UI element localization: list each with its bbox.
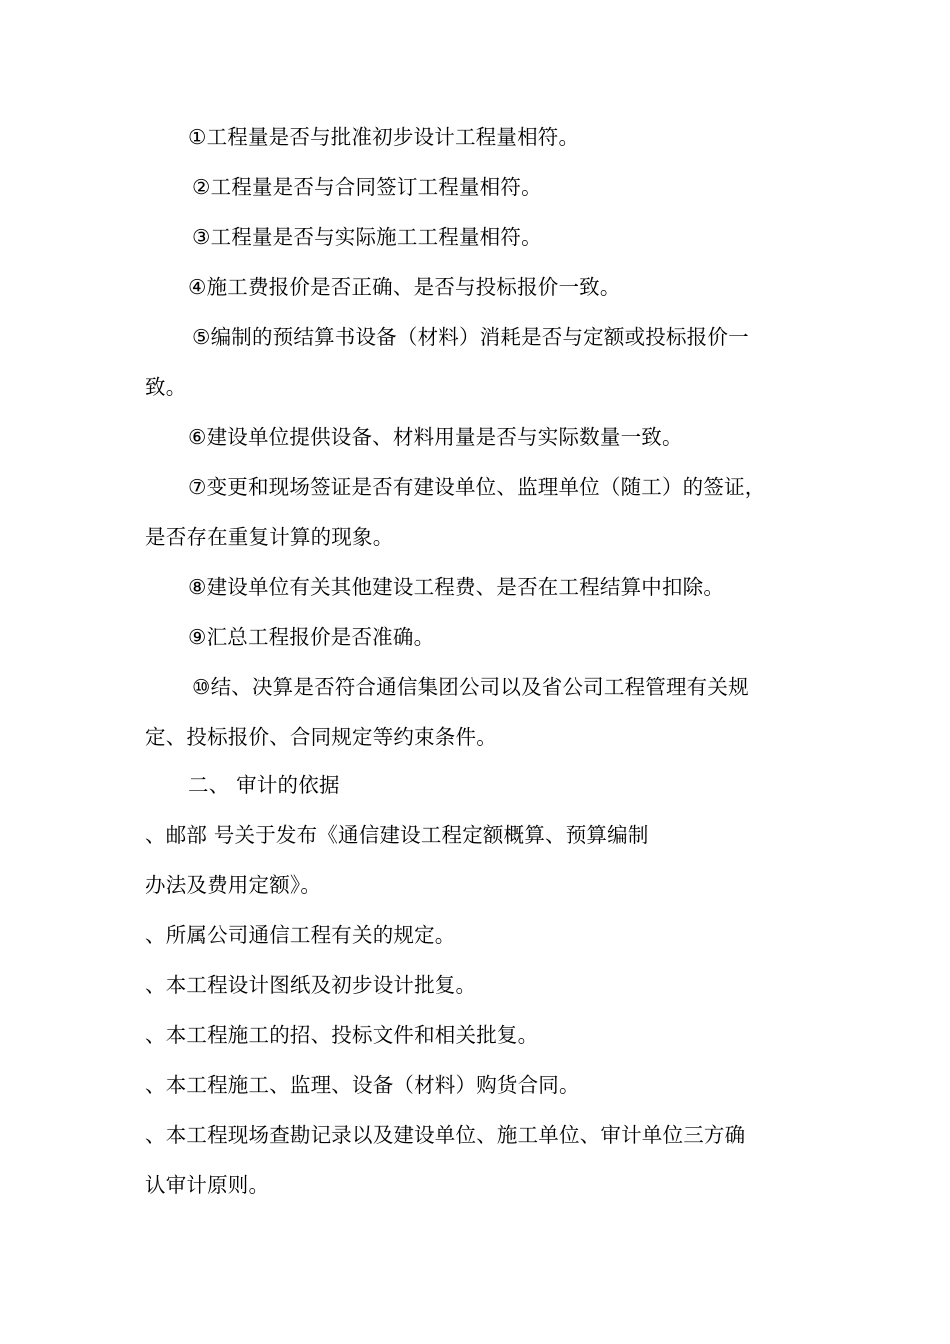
audit-item-10: ⑩结、决算是否符合通信集团公司以及省公司工程管理有关规 [192, 675, 749, 699]
audit-item-3: ③工程量是否与实际施工工程量相符。 [192, 225, 542, 249]
basis-item-2: 、所属公司通信工程有关的规定。 [145, 923, 456, 947]
audit-item-5: ⑤编制的预结算书设备（材料）消耗是否与定额或投标报价一 [192, 325, 749, 349]
audit-item-6: ⑥建设单位提供设备、材料用量是否与实际数量一致。 [188, 425, 683, 449]
audit-item-8: ⑧建设单位有关其他建设工程费、是否在工程结算中扣除。 [188, 575, 725, 599]
section-heading: 二、 审计的依据 [188, 773, 340, 797]
audit-item-7-continued: 是否存在重复计算的现象。 [145, 525, 394, 549]
audit-item-10-continued: 定、投标报价、合同规定等约束条件。 [145, 725, 497, 749]
audit-item-1: ①工程量是否与批准初步设计工程量相符。 [188, 125, 580, 149]
basis-item-6-continued: 认审计原则。 [145, 1173, 270, 1197]
audit-item-4: ④施工费报价是否正确、是否与投标报价一致。 [188, 275, 621, 299]
basis-item-5: 、本工程施工、监理、设备（材料）购货合同。 [145, 1073, 580, 1097]
basis-item-1: 、邮部 号关于发布《通信建设工程定额概算、预算编制 [145, 823, 649, 847]
basis-item-6: 、本工程现场查勘记录以及建设单位、施工单位、审计单位三方确 [145, 1123, 746, 1147]
audit-item-9: ⑨汇总工程报价是否准确。 [188, 625, 435, 649]
audit-item-2: ②工程量是否与合同签订工程量相符。 [192, 175, 542, 199]
audit-item-7: ⑦变更和现场签证是否有建设单位、监理单位（随工）的签证， [188, 475, 766, 499]
audit-item-5-continued: 致。 [145, 375, 187, 399]
basis-item-3: 、本工程设计图纸及初步设计批复。 [145, 973, 477, 997]
basis-item-4: 、本工程施工的招、投标文件和相关批复。 [145, 1023, 539, 1047]
basis-item-1-continued: 办法及费用定额》。 [145, 873, 322, 897]
